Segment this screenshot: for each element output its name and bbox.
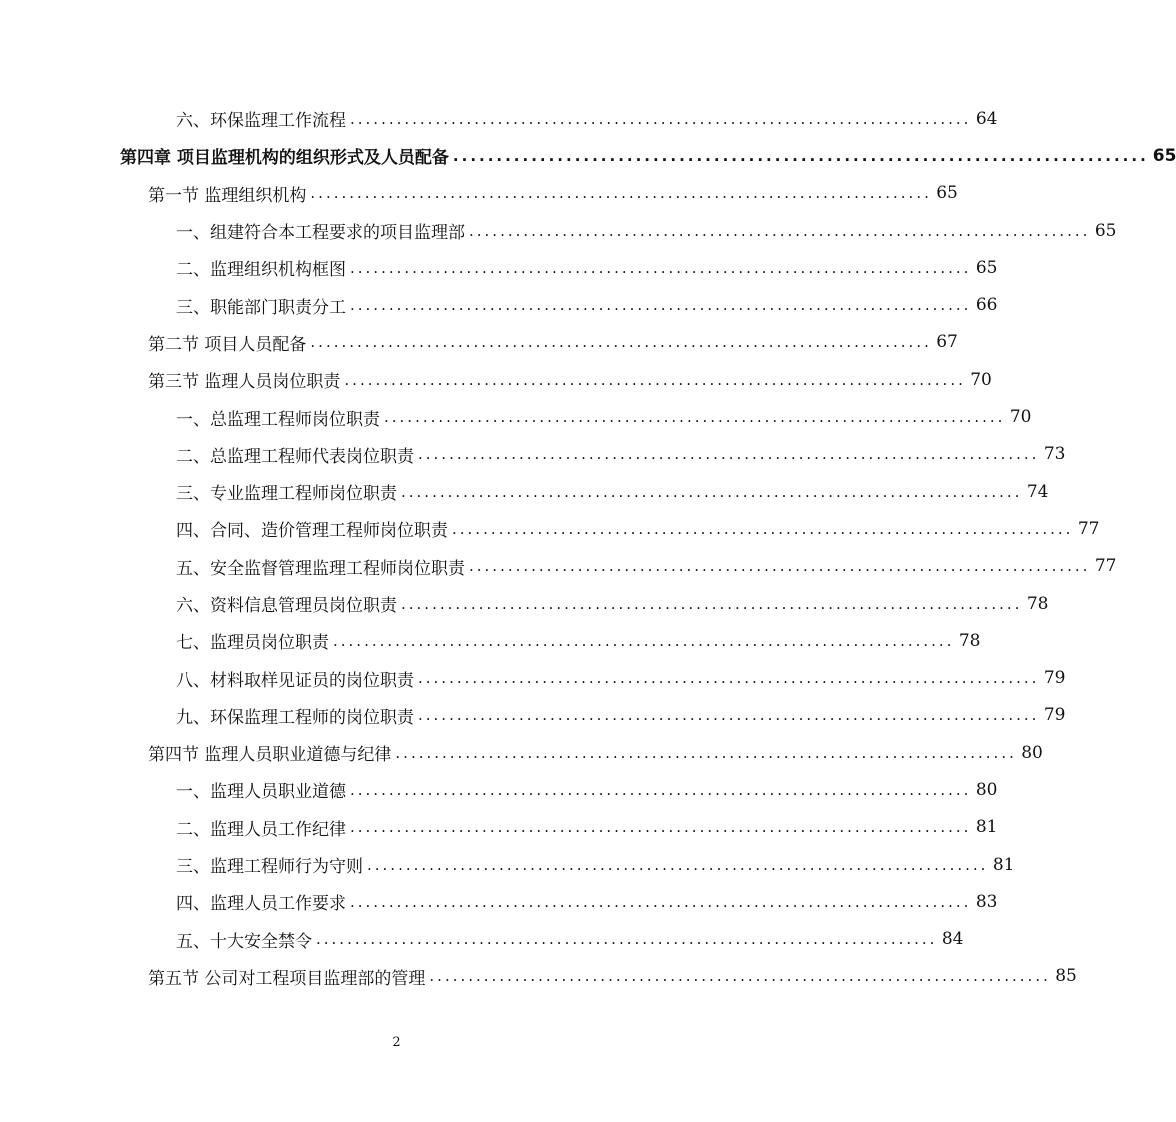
toc-entry-title: 九、环保监理工程师的岗位职责	[176, 707, 414, 728]
toc-entry-24[interactable]	[0, 958, 1077, 995]
toc-entry-title: 五、十大安全禁令	[176, 931, 312, 952]
toc-entry-page: 70	[970, 369, 992, 390]
toc-entry-9[interactable]	[0, 398, 1032, 435]
toc-entry-16[interactable]	[0, 659, 1066, 696]
toc-entry-5[interactable]	[0, 249, 998, 286]
toc-entry-page: 80	[975, 779, 998, 800]
toc-entry-3[interactable]	[0, 175, 958, 212]
toc-entry-page: 66	[975, 295, 998, 316]
toc-entry-8[interactable]	[0, 361, 992, 398]
toc-entry-14[interactable]	[0, 585, 1049, 622]
toc-entry-11[interactable]	[0, 473, 1049, 510]
toc-entry-12[interactable]	[0, 510, 1100, 547]
toc-entry-page: 65	[936, 183, 958, 204]
toc-dot-leader: ................................................................................	[350, 296, 972, 315]
toc-entry-6[interactable]	[0, 286, 998, 323]
toc-dot-leader: ................................................................................	[367, 855, 989, 874]
toc-entry-page: 79	[1043, 705, 1066, 726]
toc-entry-title: 六、资料信息管理员岗位职责	[176, 596, 397, 616]
toc-entry-title: 三、监理工程师行为守则	[176, 857, 363, 878]
toc-entry-13[interactable]	[0, 548, 1117, 585]
toc-entry-page: 70	[1009, 407, 1032, 428]
toc-entry-title: 五、安全监督管理监理工程师岗位职责	[176, 558, 465, 579]
toc-dot-leader: ................................................................................	[310, 333, 932, 352]
toc-entry-4[interactable]	[0, 212, 1117, 249]
toc-entry-page: 74	[1026, 481, 1049, 502]
toc-dot-leader: ................................................................................	[350, 258, 972, 277]
toc-entry-page: 78	[1026, 593, 1049, 614]
toc-dot-leader: ................................................................................	[395, 743, 1017, 762]
toc-entry-title: 二、总监理工程师代表岗位职责	[176, 446, 414, 467]
toc-entry-page: 78	[958, 630, 981, 651]
toc-entry-page: 83	[975, 891, 998, 912]
toc-dot-leader: ................................................................................	[418, 669, 1040, 688]
toc-entry-page: 81	[992, 854, 1015, 875]
toc-entry-10[interactable]	[0, 436, 1066, 473]
toc-entry-page: 84	[941, 929, 964, 950]
toc-dot-leader: ................................................................................	[418, 706, 1040, 725]
table-of-contents	[0, 100, 1176, 995]
toc-dot-leader: ................................................................................	[333, 631, 955, 650]
toc-entry-22[interactable]	[0, 883, 998, 920]
toc-dot-leader: ................................................................................	[316, 930, 938, 949]
toc-dot-leader: ................................................................................	[344, 370, 966, 389]
toc-dot-leader: ................................................................................	[401, 482, 1023, 501]
toc-dot-leader: ................................................................................	[350, 780, 972, 799]
toc-dot-leader: ................................................................................	[469, 557, 1091, 576]
toc-dot-leader: ................................................................................	[350, 892, 972, 911]
toc-entry-title: 三、专业监理工程师岗位职责	[176, 484, 397, 505]
toc-entry-page: 64	[975, 108, 998, 129]
toc-entry-page: 67	[936, 332, 958, 353]
toc-entry-23[interactable]	[0, 921, 964, 958]
toc-entry-page: 85	[1055, 966, 1077, 987]
toc-entry-title: 第二节 项目人员配备	[148, 334, 307, 355]
toc-entry-19[interactable]	[0, 771, 998, 808]
toc-entry-page: 65	[1152, 145, 1176, 166]
toc-entry-18[interactable]	[0, 734, 1043, 771]
toc-entry-title: 第一节 监理组织机构	[148, 185, 307, 206]
toc-dot-leader: ................................................................................	[429, 967, 1051, 986]
toc-entry-page: 65	[1094, 220, 1117, 241]
toc-entry-title: 一、总监理工程师岗位职责	[176, 409, 380, 430]
toc-entry-page: 73	[1043, 444, 1066, 465]
toc-entry-7[interactable]	[0, 324, 958, 361]
toc-entry-2[interactable]	[0, 137, 1176, 174]
toc-entry-title: 一、组建符合本工程要求的项目监理部	[176, 223, 465, 244]
toc-entry-page: 79	[1043, 668, 1066, 689]
toc-entry-title: 第四章 项目监理机构的组织形式及人员配备	[120, 148, 449, 169]
toc-entry-title: 二、监理组织机构框图	[176, 260, 346, 281]
toc-entry-title: 四、合同、造价管理工程师岗位职责	[176, 521, 448, 542]
page-number: 2	[392, 1035, 401, 1050]
toc-dot-leader: ................................................................................	[350, 818, 972, 837]
toc-entry-title: 第四节 监理人员职业道德与纪律	[148, 745, 392, 766]
toc-dot-leader: ................................................................................	[452, 519, 1074, 538]
toc-entry-title: 六、环保监理工作流程	[176, 111, 346, 132]
toc-entry-title: 第三节 监理人员岗位职责	[148, 372, 341, 393]
toc-entry-title: 二、监理人员工作纪律	[176, 819, 346, 840]
toc-entry-page: 77	[1077, 518, 1100, 539]
toc-dot-leader: ................................................................................	[384, 408, 1006, 427]
toc-entry-20[interactable]	[0, 809, 998, 846]
toc-entry-page: 65	[975, 257, 998, 278]
toc-entry-title: 七、监理员岗位职责	[176, 633, 329, 654]
toc-entry-page: 77	[1094, 556, 1117, 577]
toc-entry-17[interactable]	[0, 697, 1066, 734]
toc-entry-title: 四、监理人员工作要求	[176, 894, 346, 915]
toc-dot-leader: ................................................................................	[350, 109, 972, 128]
toc-entry-page: 80	[1021, 742, 1043, 763]
toc-dot-leader: ................................................................................	[418, 445, 1040, 464]
toc-entry-21[interactable]	[0, 846, 1015, 883]
toc-entry-page: 81	[975, 817, 998, 838]
toc-entry-title: 第五节 公司对工程项目监理部的管理	[148, 968, 426, 989]
toc-dot-leader: ................................................................................	[469, 221, 1091, 240]
toc-entry-15[interactable]	[0, 622, 981, 659]
toc-entry-1[interactable]	[0, 100, 998, 137]
toc-dot-leader: ................................................................................	[452, 146, 1149, 165]
toc-dot-leader: ................................................................................	[401, 594, 1023, 613]
toc-entry-title: 八、材料取样见证员的岗位职责	[176, 670, 414, 691]
toc-entry-title: 三、职能部门职责分工	[176, 297, 346, 318]
toc-dot-leader: ................................................................................	[310, 184, 932, 203]
toc-entry-title: 一、监理人员职业道德	[176, 782, 346, 803]
